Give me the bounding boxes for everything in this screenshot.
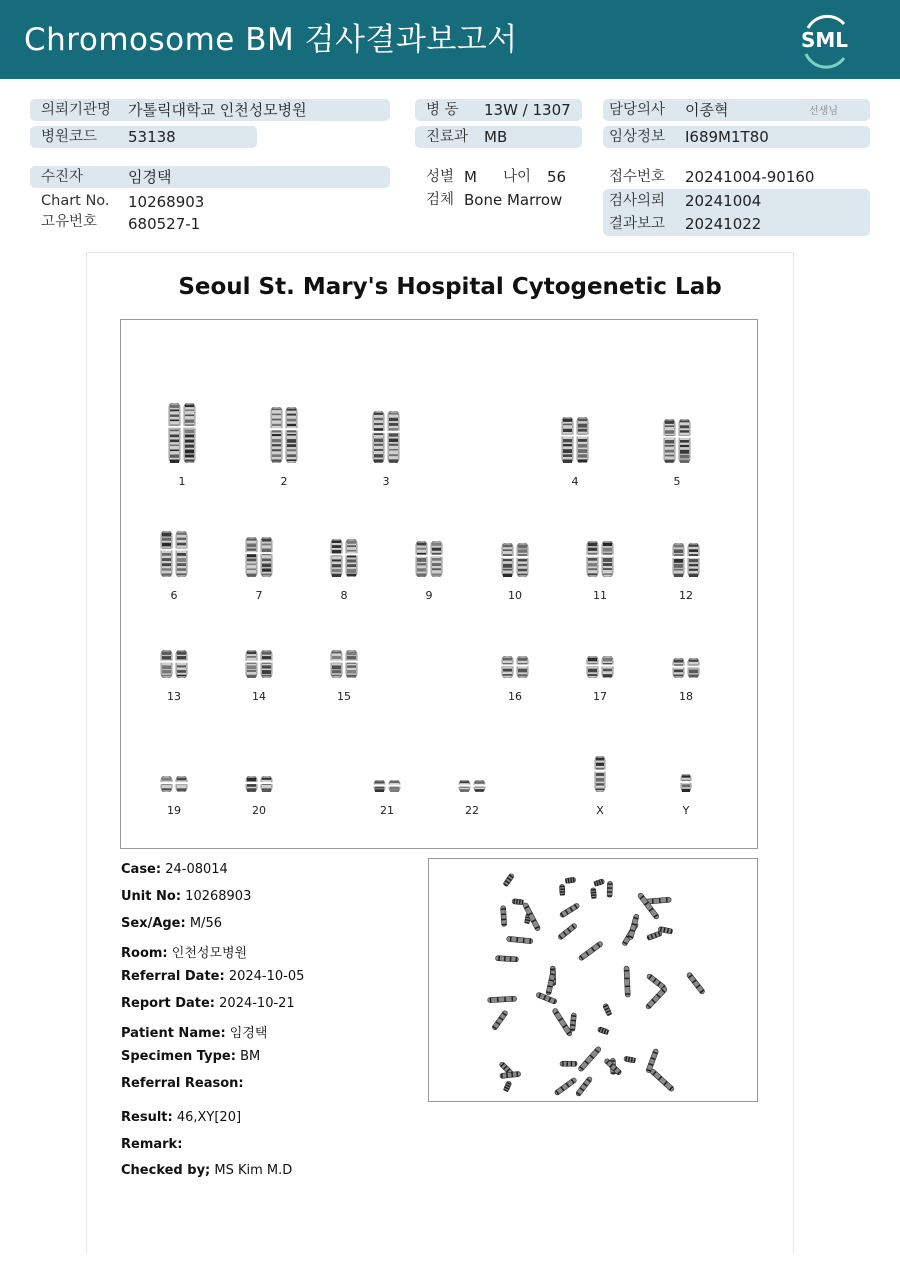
metaphase-chromosome [645,986,668,1010]
hospital-code-value: 53138 [128,128,176,146]
metaphase-chromosome [597,1026,609,1034]
request-label: 검사의뢰 [609,193,666,209]
metaphase-chromosome [560,1061,577,1066]
metaphase-chromosome [501,906,507,927]
patient-value: 임경택 [128,168,172,186]
chromosome-label-2: 2 [280,475,288,488]
chart-no-value: 10268903 [128,193,205,211]
specimen-value: Bone Marrow [464,191,563,209]
metaphase-chromosome [495,956,518,962]
request-value: 20241004 [685,192,762,210]
metaphase-chromosome [522,902,541,931]
ward-label: 병 동 [426,102,459,118]
metaphase-chromosome [649,1068,674,1092]
room-row: Room: 인천성모병원 [121,946,248,961]
receipt-value: 20241004-90160 [685,168,815,186]
chromosome-label-5: 5 [673,475,681,488]
chromosome-label-4: 4 [571,475,579,488]
chromosome-pair-14 [244,650,274,678]
chromosome-label-15: 15 [337,690,351,703]
doctor-value: 이종혁 [685,101,729,119]
karyotype-image [120,319,758,849]
report-date-row: Report Date: 2024-10-21 [121,996,295,1011]
metaphase-chromosome [557,923,577,941]
ward-value: 13W / 1307 [484,101,571,119]
report-title: Chromosome BM 검사결과보고서 [24,22,518,58]
chromosome-label-7: 7 [255,589,263,602]
chromosome-label-19: 19 [167,804,181,817]
metaphase-chromosome [554,1077,577,1096]
chromosome-label-14: 14 [252,690,266,703]
metaphase-image [428,858,758,1102]
patient-pill [30,166,390,188]
chromosome-pair-4 [560,417,590,463]
unique-no-value: 680527-1 [128,215,201,233]
report-date-label: 결과보고 [609,216,666,232]
chromosome-label-8: 8 [340,589,348,602]
chromosome-label-13: 13 [167,690,181,703]
metaphase-chromosome [491,1010,508,1031]
sexage-row: Sex/Age: M/56 [121,916,222,931]
unique-no-label: 고유번호 [41,214,98,230]
sml-logo [796,10,856,70]
chromosome-pair-13 [159,650,189,678]
chromosome-pair-1 [167,403,197,463]
doctor-suffix: 선생님 [809,106,838,117]
chromosome-pair-17 [585,656,615,678]
metaphase-chromosome [593,879,604,887]
clinical-value: I689M1T80 [685,128,769,146]
unit-row: Unit No: 10268903 [121,889,252,904]
metaphase-chromosome [570,1013,577,1032]
metaphase-chromosome [503,1081,512,1092]
metaphase-chromosome [607,881,613,897]
clinical-label: 임상정보 [609,129,666,145]
metaphase-chromosome [565,877,576,883]
chromosome-label-21: 21 [380,804,394,817]
receipt-label: 접수번호 [609,169,666,185]
chromosome-pair-6 [159,531,189,577]
doctor-label: 담당의사 [609,102,666,118]
specimen-label: 검체 [426,192,455,208]
chromosome-label-18: 18 [679,690,693,703]
age-label: 나이 [503,169,532,185]
metaphase-chromosome [506,936,532,944]
institution-label: 의뢰기관명 [41,102,112,118]
lab-title: Seoul St. Mary's Hospital Cytogenetic Lab [178,274,722,300]
chromosome-label-9: 9 [425,589,433,602]
chromosome-pair-10 [500,543,530,577]
chromosome-label-11: 11 [593,589,607,602]
metaphase-chromosome [503,873,515,887]
chromosome-pair-2 [269,407,299,463]
chromosome-pair-12 [671,543,701,577]
metaphase-chromosome [578,941,604,962]
chromosome-label-12: 12 [679,589,693,602]
chromosome-pair-22 [457,780,487,792]
chromosome-pair-16 [500,656,530,678]
metaphase-chromosome [591,888,597,899]
institution-value: 가톨릭대학교 인천성모병원 [128,101,307,119]
chromosome-label-6: 6 [170,589,178,602]
report-header [0,0,900,79]
chromosome-label-10: 10 [508,589,522,602]
dept-label: 진료과 [426,129,469,145]
referral-reason-row: Referral Reason: [121,1076,244,1091]
chromosome-label-16: 16 [508,690,522,703]
patient-name-row: Patient Name: 임경택 [121,1026,268,1041]
chromosome-pair-Y [680,774,692,792]
checked-row: Checked by; MS Kim M.D [121,1163,293,1178]
chromosome-label-17: 17 [593,690,607,703]
metaphase-chromosome [624,1056,636,1063]
metaphase-chromosome [500,1071,521,1078]
metaphase-chromosome [552,1008,573,1037]
sex-label: 성별 [426,169,455,185]
chromosome-pair-11 [585,541,615,577]
chromosome-label-3: 3 [382,475,390,488]
metaphase-chromosome [578,1046,602,1072]
chromosome-pair-19 [159,776,189,792]
age-value: 56 [547,168,567,186]
chromosome-pair-8 [329,539,359,577]
case-row: Case: 24-08014 [121,862,228,877]
chromosome-pair-3 [371,411,401,463]
metaphase-chromosome [637,892,660,920]
chromosome-pair-15 [329,650,359,678]
chromosome-pair-20 [244,776,274,792]
sex-value: M [464,168,477,186]
result-row: Result: 46,XY[20] [121,1110,242,1125]
metaphase-chromosome [575,1076,593,1097]
chromosome-label-20: 20 [252,804,266,817]
chromosome-label-Y: Y [682,804,690,817]
chart-no-label: Chart No. [41,193,110,209]
metaphase-chromosome [559,884,564,895]
chromosome-pair-X [594,756,606,792]
chromosome-pair-21 [372,780,402,792]
chromosome-pair-18 [671,658,701,678]
logo-text: SML [801,28,849,52]
dept-value: MB [484,128,508,146]
patient-label: 수진자 [41,169,84,185]
metaphase-spread [429,859,757,1101]
chromosome-label-22: 22 [465,804,479,817]
referral-date-row: Referral Date: 2024-10-05 [121,969,305,984]
specimen-type-row: Specimen Type: BM [121,1049,261,1064]
chromosome-pair-7 [244,537,274,577]
chromosome-label-1: 1 [178,475,186,488]
chromosome-pair-5 [662,419,692,463]
remark-row: Remark: [121,1137,183,1152]
metaphase-chromosome [686,972,705,995]
chromosome-pair-9 [414,541,444,577]
metaphase-chromosome [624,966,630,997]
metaphase-chromosome [488,996,517,1002]
metaphase-chromosome [512,899,524,905]
chromosome-label-X: X [596,804,604,817]
metaphase-chromosome [602,1003,612,1016]
metaphase-chromosome [646,930,662,940]
report-date-value: 20241022 [685,215,762,233]
metaphase-chromosome [559,903,580,919]
hospital-code-label: 병원코드 [41,129,98,145]
